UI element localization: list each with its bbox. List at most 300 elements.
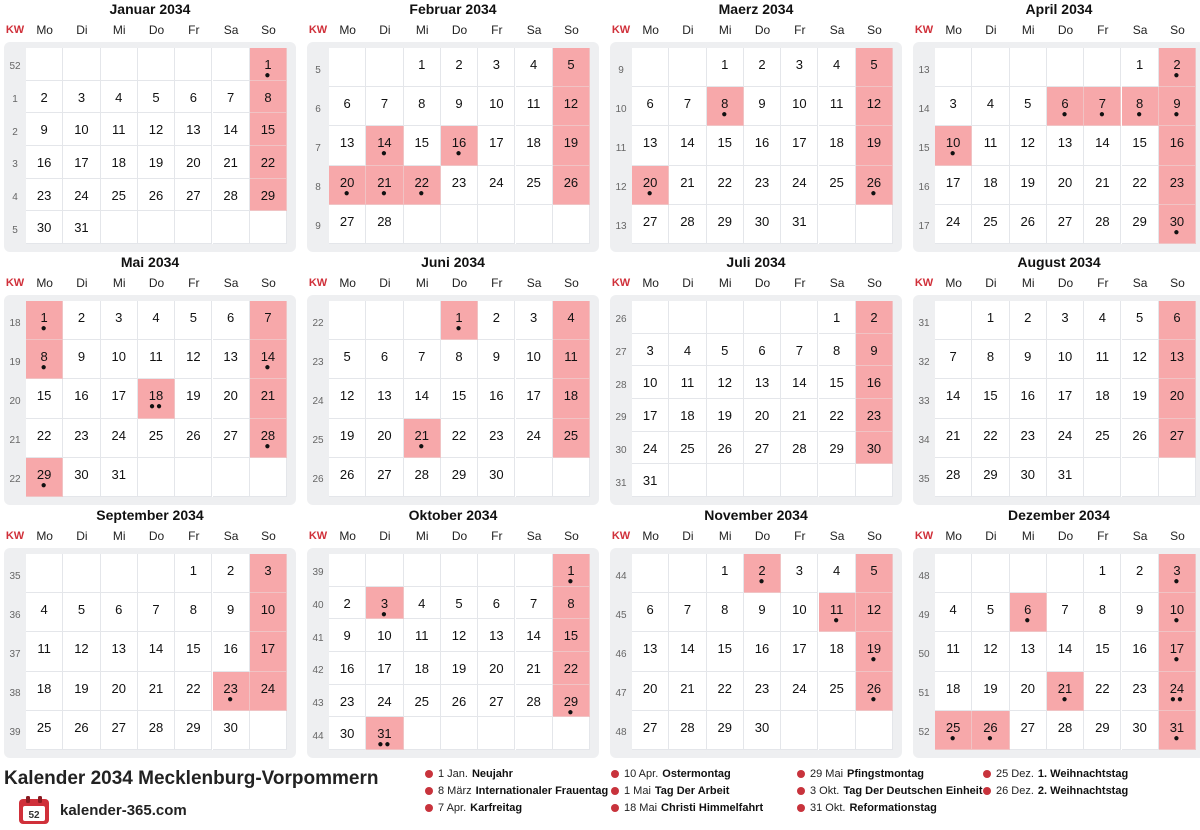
week-number: 37	[9, 649, 21, 660]
weekday-label: Fr	[794, 276, 806, 290]
day-cell	[1122, 379, 1159, 418]
day-number: 10	[526, 349, 541, 365]
day-number: 27	[1169, 427, 1185, 443]
weekday-label: Do	[148, 529, 165, 543]
day-number: 22	[1095, 680, 1110, 696]
day-cell	[553, 652, 590, 685]
day-cell	[63, 593, 100, 632]
day-number: 27	[642, 719, 658, 735]
day-number: 7	[795, 342, 803, 358]
days-area	[632, 48, 893, 244]
day-number: 13	[1169, 349, 1185, 365]
day-cell	[404, 87, 441, 126]
day-cell	[26, 211, 63, 244]
day-cell	[250, 301, 287, 340]
week-number: 31	[615, 477, 627, 489]
site-link[interactable]: kalender-365.com	[60, 802, 187, 819]
day-number: 31	[377, 726, 392, 742]
day-cell	[213, 81, 250, 114]
days-area	[329, 48, 590, 244]
day-number: 18	[680, 408, 695, 423]
day-number: 27	[377, 466, 392, 482]
day-number: 9	[227, 602, 235, 618]
day-number: 15	[829, 375, 844, 391]
day-cell	[366, 166, 403, 205]
holiday-dot-icon: ●	[986, 732, 994, 744]
day-number: 1	[721, 57, 729, 72]
month-3	[610, 0, 902, 252]
day-cell	[819, 632, 856, 671]
day-cell	[781, 205, 818, 244]
holiday-dot-icon: ●	[40, 362, 48, 374]
day-number: 5	[455, 595, 463, 611]
day-number: 11	[526, 96, 541, 112]
day-number: 6	[646, 602, 654, 618]
day-cell	[404, 458, 441, 497]
day-number: 12	[451, 628, 467, 644]
weekday-label: Do	[451, 23, 468, 37]
week-number: 38	[9, 688, 21, 700]
day-number: 3	[795, 563, 803, 578]
day-cell	[1084, 166, 1121, 205]
day-cell	[669, 334, 706, 367]
day-cell	[138, 632, 175, 671]
day-number: 5	[870, 57, 878, 72]
day-number: 10	[377, 628, 392, 644]
day-number: 15	[260, 122, 276, 138]
day-number: 21	[1057, 680, 1073, 696]
weekday-label: So	[1170, 529, 1185, 543]
day-cell	[972, 593, 1009, 632]
weekday-label: Mo	[642, 23, 659, 37]
day-number: 18	[36, 680, 52, 696]
bullet-icon	[611, 787, 619, 795]
day-number: 8	[418, 96, 426, 112]
day-number: 26	[983, 719, 998, 735]
day-number: 19	[1132, 388, 1147, 404]
day-cell	[63, 458, 100, 497]
holiday-dot-icon: ●	[567, 576, 575, 587]
day-cell	[972, 340, 1009, 379]
empty-cell	[1122, 458, 1159, 497]
day-number: 25	[414, 693, 429, 709]
holiday-dot-icon: ●	[227, 693, 235, 705]
day-cell	[441, 652, 478, 685]
day-cell	[744, 632, 781, 671]
day-number: 28	[414, 466, 429, 482]
day-cell	[669, 672, 706, 711]
weekday-header	[4, 271, 296, 295]
day-cell	[856, 126, 893, 165]
empty-cell	[1047, 48, 1084, 87]
day-cell	[553, 554, 590, 587]
day-number: 27	[489, 693, 504, 709]
day-cell	[516, 126, 553, 165]
empty-cell	[175, 458, 212, 497]
day-cell	[1122, 593, 1159, 632]
holiday-dot-icon: ●	[1173, 70, 1181, 81]
day-number: 19	[563, 135, 579, 151]
holiday-dot-icon: ●	[870, 693, 878, 705]
day-cell	[1010, 593, 1047, 632]
day-number: 2	[1136, 563, 1144, 578]
day-cell	[707, 87, 744, 126]
day-number: 11	[149, 349, 163, 365]
day-number: 18	[829, 641, 844, 657]
day-number: 26	[186, 427, 201, 443]
week-number: 39	[9, 727, 21, 739]
month-grid	[610, 548, 902, 758]
day-cell	[250, 379, 287, 418]
day-number: 13	[754, 375, 770, 391]
legend-column	[983, 766, 1128, 800]
day-number: 16	[451, 135, 467, 151]
day-number: 21	[1095, 174, 1110, 190]
weekday-label: Do	[754, 276, 771, 290]
weekday-header	[307, 524, 599, 548]
weekday-label: Fr	[491, 276, 503, 290]
weekday-label: Fr	[188, 276, 200, 290]
day-cell	[63, 113, 100, 146]
day-number: 17	[792, 135, 807, 151]
day-cell	[669, 205, 706, 244]
day-cell	[101, 113, 138, 146]
day-cell	[101, 632, 138, 671]
day-cell	[441, 619, 478, 652]
holiday-date: 7 Apr.	[438, 802, 467, 814]
day-number: 20	[1057, 174, 1073, 190]
holiday-dot-icon: ●	[1173, 654, 1181, 666]
week-number: 2	[12, 126, 18, 138]
day-number: 5	[152, 89, 160, 105]
day-number: 15	[186, 641, 201, 657]
day-number: 21	[526, 661, 541, 676]
day-number: 4	[986, 96, 995, 112]
day-number: 14	[1057, 641, 1073, 657]
day-cell	[404, 48, 441, 87]
weekday-label: So	[1170, 276, 1185, 290]
bullet-icon	[425, 804, 433, 812]
day-number: 8	[567, 595, 575, 611]
day-cell	[63, 179, 100, 212]
day-cell	[441, 587, 478, 620]
day-cell	[1122, 166, 1159, 205]
day-cell	[138, 340, 175, 379]
day-cell	[138, 81, 175, 114]
day-cell	[213, 593, 250, 632]
day-number: 20	[489, 661, 504, 676]
day-number: 24	[74, 187, 89, 203]
day-cell	[553, 419, 590, 458]
day-cell	[856, 632, 893, 671]
day-cell	[138, 379, 175, 418]
day-cell	[1084, 593, 1121, 632]
holiday-name: Tag Der Deutschen Einheit	[843, 785, 983, 797]
day-cell	[441, 126, 478, 165]
day-number: 3	[264, 563, 272, 578]
day-number: 9	[758, 96, 766, 112]
day-cell	[632, 126, 669, 165]
weekday-label: So	[261, 276, 276, 290]
holiday-dot-icon: ●	[455, 148, 463, 160]
day-cell	[478, 419, 515, 458]
empty-cell	[516, 554, 553, 587]
month-1	[4, 0, 296, 252]
day-cell	[1010, 205, 1047, 244]
day-number: 10	[74, 122, 89, 138]
day-cell	[707, 48, 744, 87]
day-number: 25	[680, 440, 695, 456]
day-number: 23	[36, 187, 52, 203]
bullet-icon	[797, 787, 805, 795]
day-cell	[553, 619, 590, 652]
empty-cell	[26, 554, 63, 593]
day-cell	[404, 379, 441, 418]
day-number: 12	[983, 641, 998, 657]
day-cell	[856, 554, 893, 593]
month-2	[307, 0, 599, 252]
empty-cell	[1084, 458, 1121, 497]
day-cell	[478, 48, 515, 87]
day-number: 20	[339, 174, 355, 190]
day-cell	[744, 593, 781, 632]
day-number: 2	[40, 89, 48, 105]
weekday-label: So	[261, 23, 276, 37]
day-cell	[101, 672, 138, 711]
empty-cell	[632, 48, 669, 87]
bullet-icon	[611, 770, 619, 778]
holiday-dot-icon: ●	[264, 440, 272, 452]
day-number: 28	[260, 427, 276, 443]
day-cell	[175, 554, 212, 593]
day-number: 1	[986, 310, 995, 325]
weekday-label: Di	[379, 529, 391, 543]
weekday-label: Di	[682, 529, 694, 543]
day-number: 12	[866, 602, 882, 618]
day-number: 16	[754, 135, 770, 151]
holiday-dot-icon: ●	[1098, 109, 1106, 121]
day-cell	[819, 126, 856, 165]
day-cell	[250, 113, 287, 146]
day-number: 1	[455, 310, 463, 325]
holiday-dot-icon: ●	[1136, 109, 1144, 121]
day-number: 21	[148, 680, 164, 696]
day-cell	[213, 113, 250, 146]
day-cell	[101, 179, 138, 212]
weekday-label: Do	[451, 529, 468, 543]
day-cell	[329, 126, 366, 165]
day-number: 7	[1061, 602, 1069, 618]
day-cell	[744, 672, 781, 711]
weekday-label: Mi	[415, 23, 429, 37]
day-number: 5	[1136, 310, 1144, 325]
day-number: 30	[223, 719, 238, 735]
day-number: 14	[148, 641, 164, 657]
day-number: 26	[148, 187, 164, 203]
day-cell	[329, 379, 366, 418]
day-cell	[478, 301, 515, 340]
day-number: 8	[721, 602, 729, 618]
day-cell	[441, 301, 478, 340]
day-number: 22	[829, 408, 844, 423]
day-number: 19	[866, 135, 882, 151]
empty-cell	[632, 301, 669, 334]
day-cell	[175, 113, 212, 146]
day-number: 24	[945, 213, 961, 229]
day-number: 14	[680, 135, 695, 151]
days-area	[935, 554, 1196, 750]
day-number: 27	[111, 719, 126, 735]
holiday-dot-icon: ●	[455, 323, 463, 334]
day-number: 5	[77, 602, 86, 618]
day-cell	[781, 366, 818, 399]
weekday-header	[913, 271, 1200, 295]
weekday-label: Do	[754, 529, 771, 543]
kw-label: KW	[611, 530, 631, 542]
day-cell	[669, 166, 706, 205]
empty-cell	[781, 711, 818, 750]
week-number: 10	[615, 103, 627, 115]
week-number: 31	[918, 317, 930, 329]
day-cell	[478, 340, 515, 379]
day-number: 28	[1057, 719, 1073, 735]
day-cell	[329, 685, 366, 718]
weekday-label: Sa	[223, 23, 239, 37]
weekday-label: Do	[451, 276, 468, 290]
holiday-dot-icon: ●	[1173, 109, 1181, 121]
empty-cell	[1047, 554, 1084, 593]
day-cell	[175, 419, 212, 458]
day-number: 1	[264, 57, 272, 72]
day-cell	[1010, 419, 1047, 458]
day-cell	[1047, 340, 1084, 379]
day-cell	[819, 399, 856, 432]
day-number: 5	[870, 563, 878, 578]
weekday-label: Sa	[829, 529, 845, 543]
weekday-label: Di	[76, 23, 88, 37]
holiday-dot-icon: ●	[721, 109, 729, 121]
day-cell	[856, 366, 893, 399]
empty-cell	[175, 211, 212, 244]
day-number: 5	[567, 57, 575, 72]
holiday-dot-icon: ●	[380, 148, 388, 160]
month-grid	[4, 42, 296, 252]
day-number: 13	[489, 628, 504, 644]
month-grid	[307, 548, 599, 758]
day-number: 24	[642, 440, 658, 456]
weekday-label: So	[867, 529, 882, 543]
weekday-label: Mo	[36, 23, 53, 37]
empty-cell	[516, 205, 553, 244]
day-cell	[669, 593, 706, 632]
month-6	[307, 253, 599, 505]
weekday-label: Mo	[945, 529, 962, 543]
day-cell	[707, 593, 744, 632]
day-cell	[781, 126, 818, 165]
kw-label: KW	[914, 277, 934, 289]
day-cell	[553, 48, 590, 87]
day-cell	[175, 672, 212, 711]
weekday-label: Di	[379, 23, 391, 37]
month-grid	[307, 42, 599, 252]
day-cell	[972, 166, 1009, 205]
weekday-label: Do	[1057, 23, 1074, 37]
empty-cell	[404, 717, 441, 750]
day-number: 8	[986, 349, 995, 365]
day-number: 19	[717, 408, 732, 423]
day-number: 2	[1024, 310, 1032, 325]
day-number: 16	[74, 388, 89, 404]
weekday-label: Di	[985, 276, 997, 290]
day-cell	[1010, 672, 1047, 711]
week-number: 24	[312, 396, 324, 407]
day-number: 10	[260, 602, 276, 618]
day-cell	[935, 593, 972, 632]
week-number: 5	[12, 224, 18, 236]
day-cell	[744, 48, 781, 87]
empty-cell	[441, 717, 478, 750]
empty-cell	[707, 464, 744, 497]
bullet-icon	[425, 787, 433, 795]
day-number: 5	[1024, 96, 1032, 112]
day-cell	[553, 379, 590, 418]
empty-cell	[441, 205, 478, 244]
day-number: 19	[866, 641, 882, 657]
day-cell	[1047, 711, 1084, 750]
day-number: 21	[260, 388, 276, 404]
empty-cell	[138, 48, 175, 81]
day-cell	[366, 685, 403, 718]
empty-cell	[553, 717, 590, 750]
day-number: 7	[1098, 96, 1106, 112]
day-cell	[632, 711, 669, 750]
weekday-label: So	[867, 23, 882, 37]
month-title: Dezember 2034	[1008, 507, 1110, 523]
day-number: 12	[1020, 135, 1035, 151]
day-cell	[366, 126, 403, 165]
weekday-label: Mo	[945, 23, 962, 37]
day-cell	[781, 87, 818, 126]
day-number: 18	[945, 680, 961, 696]
day-cell	[781, 399, 818, 432]
day-number: 6	[343, 96, 351, 112]
holiday-date: 8 März	[438, 785, 472, 797]
holiday-name: Neujahr	[471, 768, 513, 780]
holiday-dot-icon: ●	[870, 187, 878, 199]
day-cell	[366, 87, 403, 126]
month-title: Juni 2034	[421, 254, 485, 270]
day-number: 17	[377, 661, 392, 676]
day-number: 10	[1057, 349, 1073, 365]
day-cell	[553, 587, 590, 620]
day-number: 4	[1098, 310, 1106, 325]
day-number: 10	[1169, 602, 1185, 618]
holiday-dot-icon: ●●	[1169, 693, 1184, 705]
day-cell	[516, 301, 553, 340]
day-cell	[935, 458, 972, 497]
day-cell	[366, 379, 403, 418]
day-number: 4	[833, 563, 841, 578]
week-number: 15	[918, 143, 930, 154]
day-number: 22	[186, 680, 201, 696]
day-number: 14	[377, 135, 392, 151]
weekday-label: Mi	[1021, 529, 1035, 543]
day-number: 9	[343, 628, 351, 644]
day-cell	[250, 48, 287, 81]
day-cell	[213, 711, 250, 750]
days-area	[26, 301, 287, 497]
day-number: 9	[1173, 96, 1181, 112]
